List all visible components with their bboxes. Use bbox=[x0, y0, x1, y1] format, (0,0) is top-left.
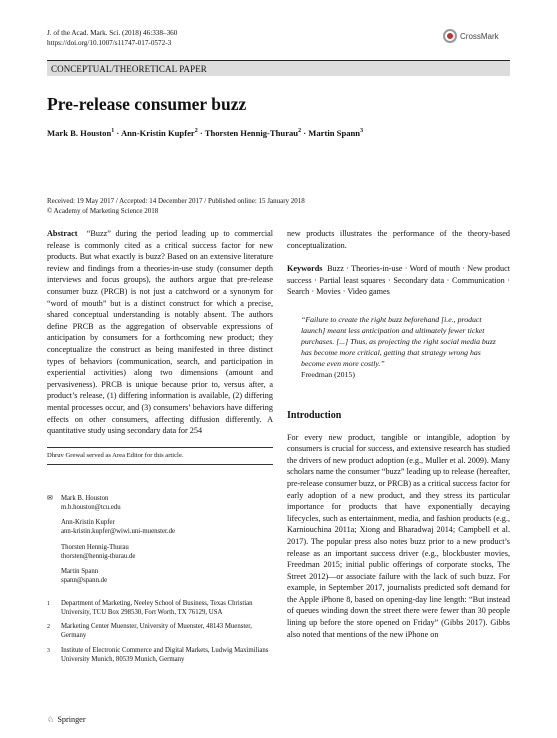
springer-logo-icon: ♘ bbox=[47, 715, 55, 724]
affiliation-number: 2 bbox=[47, 624, 50, 631]
journal-line: J. of the Acad. Mark. Sci. (2018) 46:338–360 bbox=[47, 29, 178, 37]
author-name[interactable]: Ann-Kristin Kupfer bbox=[120, 128, 195, 138]
affiliation-text: Institute of Electronic Commerce and Digital Markets, Ludwig Maximilians University Munich, 80539 Munich, Germany bbox=[61, 646, 269, 663]
crossmark-badge[interactable] bbox=[443, 29, 499, 43]
envelope-icon: ✉ bbox=[47, 495, 53, 502]
affiliation-item bbox=[47, 600, 273, 617]
introduction-text: For every new product, tangible or intangible, adoption by consumers is crucial for success, and extensive research has studied the drivers of new product adoption (e.g., Muller et al. 2009). Many scholars name the consumer “buzz” leading up to release (hereafter, pre-release consumer buzz, or PRCB) as a critical success factor for early adoption of a new product, and they stress its particular importance for products that have exponentially decaying lifecycles, such as entertainment, media, and fashion products (e.g., Karniouchina 2011a; Xiong and Bharadwaj 2014; Campbell et al. 2017). The popular press also notes buzz prior to a new product’s release as an important success driver (e.g., blockbuster movies, Freedman 2015; initial public offerings of corporate stocks, The Street 2012)—or associate failure with the lack of such buzz. For example, in September 2017, journalists predicted soft demand for the Apple iPhone 8, based on opening-day line length: “But instead of queues winding down the street there were fewer than 30 people lining up before the store opened on Friday” (Gibbs 2017). Gibbs also noted that mentions of the new iPhone on bbox=[287, 432, 510, 639]
editor-note: Dhruv Grewal served as Area Editor for this article. bbox=[47, 451, 184, 459]
doi-link[interactable]: https://doi.org/10.1007/s11747-017-0572-3 bbox=[47, 38, 172, 47]
author-affil-sup: 2 bbox=[298, 128, 302, 135]
author-separator: · bbox=[301, 128, 309, 138]
abstract-label: Abstract bbox=[47, 229, 78, 238]
affiliation-item bbox=[47, 647, 273, 664]
affiliation-item bbox=[47, 623, 273, 640]
contact-name: Martin Spann bbox=[61, 568, 99, 576]
corresponding-contacts bbox=[47, 495, 273, 593]
author-name[interactable]: Martin Spann bbox=[308, 128, 361, 138]
keywords-text: Buzz · Theories-in-use · Word of mouth · New product success · Partial least squares · Secondary data · Communication · Search · Movies · Video games bbox=[287, 264, 510, 297]
article-type-banner: CONCEPTUAL/THEORETICAL PAPER bbox=[47, 60, 510, 76]
journal-citation bbox=[47, 29, 177, 48]
keywords-section bbox=[287, 263, 510, 298]
author-affil-sup: 3 bbox=[360, 128, 364, 135]
contact-entry bbox=[47, 544, 273, 561]
contact-entry bbox=[47, 495, 273, 512]
contact-entry bbox=[47, 519, 273, 536]
publisher-name: Springer bbox=[57, 714, 86, 724]
quote-source[interactable]: Freedman (2015) bbox=[301, 369, 355, 379]
author-name[interactable]: Mark B. Houston bbox=[47, 128, 112, 138]
contact-email[interactable]: thorsten@hennig-thurau.de bbox=[61, 552, 136, 560]
epigraph bbox=[287, 314, 510, 380]
divider bbox=[47, 447, 273, 448]
author-list bbox=[47, 128, 363, 138]
affiliation-text: Department of Marketing, Neeley School of Business, Texas Christian University, TCU Box 298530, Fort Worth, TX 76129, USA bbox=[61, 600, 253, 616]
keywords-label: Keywords bbox=[287, 264, 323, 274]
author-name[interactable]: Thorsten Hennig-Thurau bbox=[204, 128, 299, 138]
contact-name: Mark B. Houston bbox=[61, 495, 109, 502]
crossmark-label: CrossMark bbox=[460, 31, 499, 41]
author-separator: · bbox=[114, 128, 121, 138]
contact-email[interactable]: spann@spann.de bbox=[61, 576, 108, 584]
affiliations bbox=[47, 600, 273, 670]
abstract-section bbox=[47, 228, 273, 465]
quote-text: “Failure to create the right buzz beforehand [i.e., product launch] meant less anticipation and ultimately fewer ticket purchases. [...] Thus, as projecting the right social media buzz has become more critical, getting that strategy wrong has become even more costly.” bbox=[301, 314, 496, 368]
article-title: Pre-release consumer buzz bbox=[47, 94, 247, 114]
affiliation-text: Marketing Center Muenster, University of Muenster, 48143 Muenster, Germany bbox=[61, 623, 252, 640]
section-heading: Introduction bbox=[287, 409, 342, 421]
contact-email[interactable]: m.b.houston@tcu.edu bbox=[61, 503, 121, 511]
contact-name: Thorsten Hennig-Thurau bbox=[61, 543, 129, 551]
publisher-footer bbox=[47, 714, 86, 724]
author-affil-sup: 1 bbox=[111, 128, 115, 135]
abstract-text: “Buzz” during the period leading up to commercial release is commonly cited as a critical success factor for new products. But what exactly is buzz? Based on an extensive literature review and findings from a theories-in-use study (consumer depth interviews and focus groups), the authors argue that pre-release consumer buzz (PRCB) is not just a catchword or a synonym for “word of mouth” but is a distinct construct for which a precise, shared conceptual understanding is notably absent. The authors define PRCB as the aggregation of observable expressions of anticipation by consumers for a forthcoming new product; they conceptualize the construct as being manifested in three distinct types of behaviors (communication, search, and participation in experiential activities) along two dimensions (amount and pervasiveness). PRCB is unique because prior to, versus after, a product’s release, (1) differing information is available, (2) differing mental processes occur, and (3) consumers’ behaviors have differing effects on other consumers, affecting diffusion differently. A quantitative study using secondary data for 254 bbox=[47, 229, 274, 436]
contact-entry bbox=[47, 568, 273, 585]
affiliation-number: 1 bbox=[47, 601, 50, 607]
received-dates: Received: 19 May 2017 / Accepted: 14 December 2017 / Published online: 15 January 2018 bbox=[47, 197, 305, 205]
abstract-continued: new products illustrates the performance of the theory-based conceptualization. bbox=[287, 229, 510, 250]
contact-email[interactable]: ann-kristin.kupfer@wiwi.uni-muenster.de bbox=[61, 528, 176, 536]
affiliation-number: 3 bbox=[47, 647, 50, 654]
crossmark-icon bbox=[443, 29, 457, 43]
contact-name: Ann-Kristin Kupfer bbox=[61, 519, 115, 527]
right-column bbox=[287, 228, 510, 640]
publication-dates bbox=[47, 196, 305, 216]
author-affil-sup: 2 bbox=[194, 128, 198, 135]
copyright-line: © Academy of Marketing Science 2018 bbox=[47, 207, 159, 215]
author-separator: · bbox=[197, 128, 205, 138]
divider bbox=[47, 464, 273, 465]
